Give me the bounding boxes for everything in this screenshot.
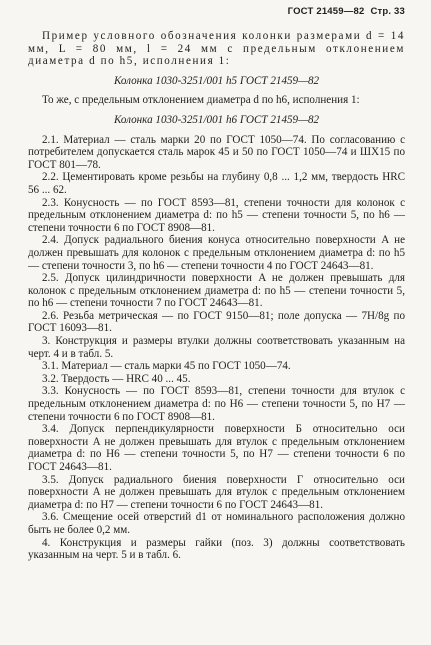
paragraph-example-h6: То же, с предельным отклонением диаметра d по h6, исполнения 1: — [42, 94, 360, 107]
designation-example-h5: Колонка 1030-3251/001 h5 ГОСТ 21459—82 — [113, 74, 320, 87]
running-header — [28, 6, 405, 20]
clause-2-5: 2.5. Допуск цилиндричности поверхности A не должен превышать для колонок с предельным отклонением диаметра d: по h5 — степени точности 5, по h6 — степени точности 7 по ГОСТ 24643—81. — [28, 272, 405, 310]
paragraph-example-intro: Пример условного обозначения колонки размерами d = 14 мм, L = 80 мм, l = 24 мм с предельным отклонением диаметра d по h5, исполнения 1: — [28, 30, 405, 68]
document-body — [28, 30, 405, 562]
clause-3-2: 3.2. Твердость — HRC 40 ... 45. — [42, 372, 191, 385]
clause-2-1: 2.1. Материал — сталь марки 20 по ГОСТ 1050—74. По согласованию с потребителем допускается сталь марок 45 и 50 по ГОСТ 1050—74 и ШХ15 по ГОСТ 801—78. — [28, 133, 405, 171]
clause-3-1: 3.1. Материал — сталь марки 45 по ГОСТ 1050—74. — [42, 360, 291, 373]
standard-number: ГОСТ 21459—82 — [287, 6, 365, 17]
clause-3-4: 3.4. Допуск перпендикулярности поверхности Б относительно оси поверхности A не должен превышать для втулок с предельным отклонением диаметра d: по H6 — степени точности 5, по H7 — степени точности 6 по ГОСТ 24643—81. — [28, 423, 405, 473]
clause-2-4: 2.4. Допуск радиального биения конуса относительно поверхности A не должен превышать для колонок с предельным отклонением диаметра d: по h5 — степени точности 3, по h6 — степени точности 4 по ГОСТ 24643—81. — [28, 234, 405, 272]
clause-3-6: 3.6. Смещение осей отверстий d1 от номинального расположения должно быть не более 0,2 мм. — [28, 511, 405, 536]
clause-3-3: 3.3. Конусность — по ГОСТ 8593—81, степени точности для втулок с предельным отклонением диаметра d: по H6 — степени точности 5, по H7 — степени точности 6 по ГОСТ 8908—81. — [28, 385, 405, 423]
designation-example-h6: Колонка 1030-3251/001 h6 ГОСТ 21459—82 — [113, 113, 320, 126]
page-number: Стр. 33 — [370, 6, 405, 17]
clause-3-5: 3.5. Допуск радиального биения поверхности Г относительно оси поверхности A не должен превышать для втулок с предельным отклонением диаметра d: по H7 — степени точности 6 по ГОСТ 24643—81. — [28, 473, 405, 511]
clause-3: 3. Конструкция и размеры втулки должны соответствовать указанным на черт. 4 и в табл. 5. — [28, 335, 405, 360]
clause-2-2: 2.2. Цементировать кроме резьбы на глубину 0,8 ... 1,2 мм, твердость HRC 56 ... 62. — [28, 171, 405, 196]
clause-4: 4. Конструкция и размеры гайки (поз. 3) должны соответствовать указанным на черт. 5 и в табл. 6. — [28, 536, 405, 562]
clause-2-6: 2.6. Резьба метрическая — по ГОСТ 9150—81; поле допуска — 7H/8g по ГОСТ 16093—81. — [28, 309, 405, 335]
clause-2-3: 2.3. Конусность — по ГОСТ 8593—81, степени точности для колонок с предельным отклонением диаметра d: по h5 — степени точности 5, по h6 — степени точности 6 по ГОСТ 8908—81. — [28, 196, 405, 234]
